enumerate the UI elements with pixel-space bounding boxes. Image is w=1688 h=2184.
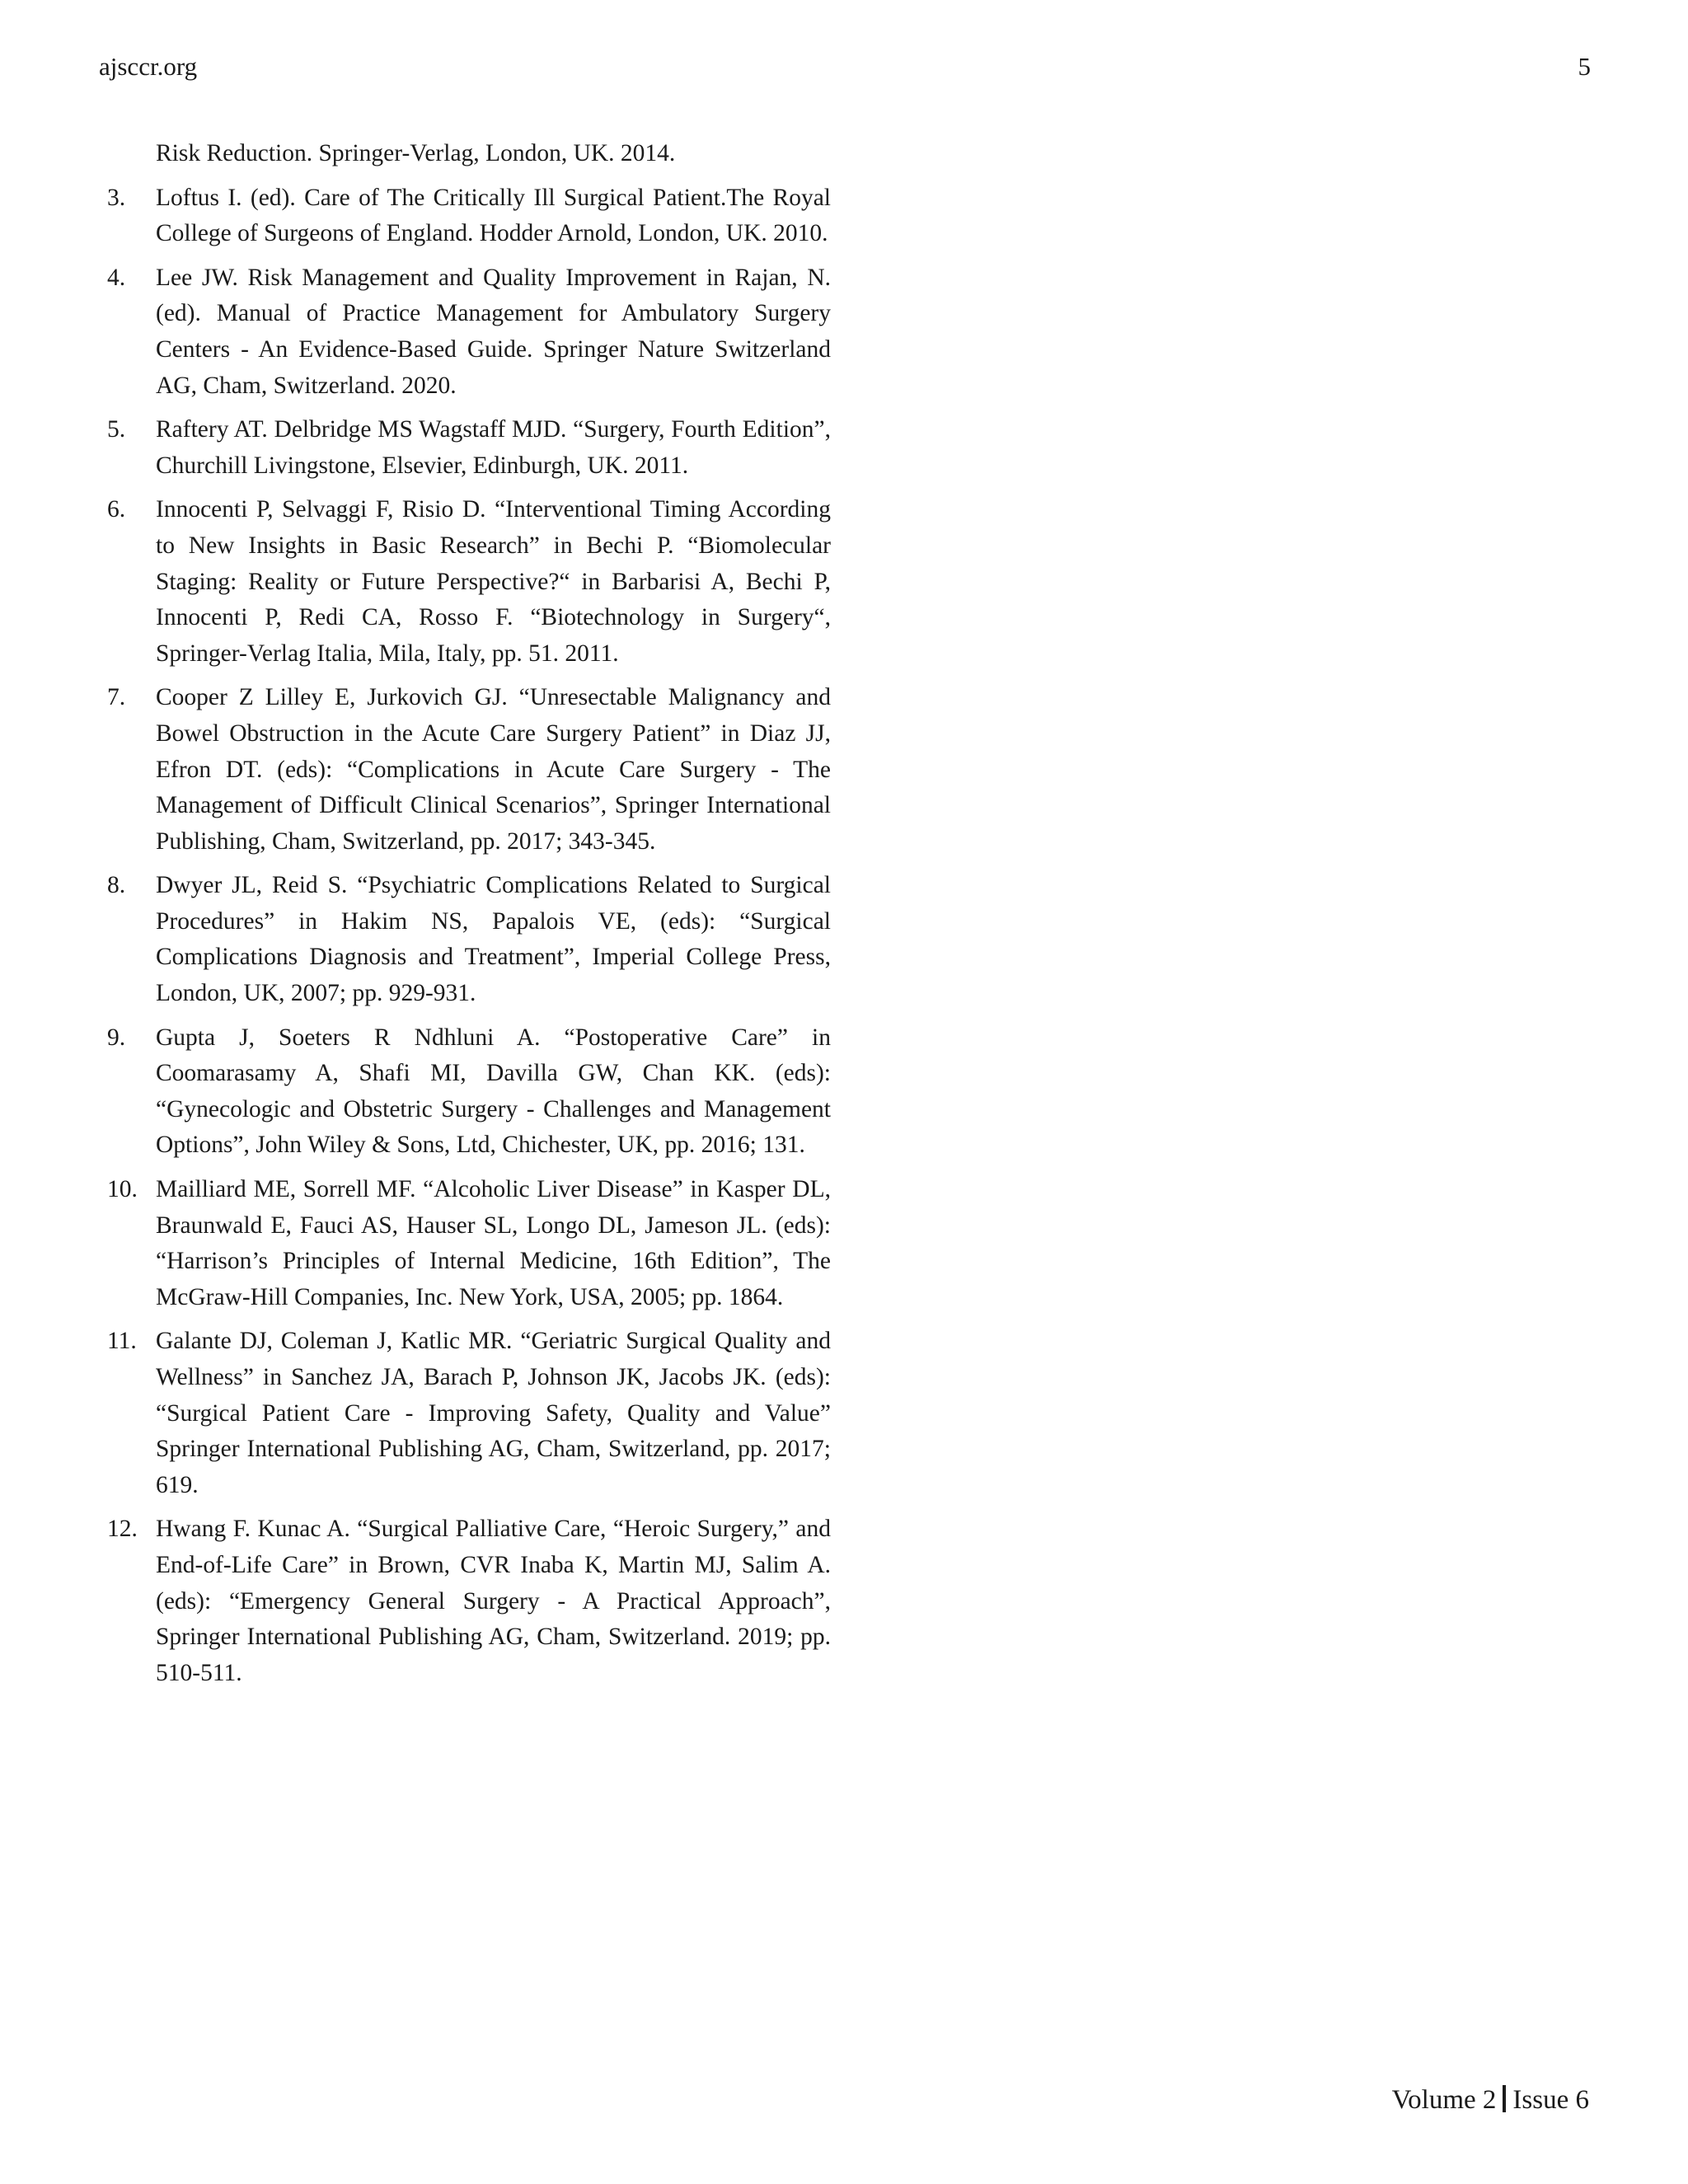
reference-number: 4. [107, 264, 126, 291]
reference-list [107, 136, 831, 1699]
reference-item [107, 1511, 831, 1691]
footer-separator [1503, 2085, 1506, 2112]
page-number: 5 [1578, 52, 1591, 81]
reference-item [107, 136, 831, 172]
volume-label: Volume 2 [1391, 2085, 1497, 2115]
reference-item [107, 260, 831, 404]
reference-item [107, 1172, 831, 1315]
reference-number: 10. [107, 1176, 138, 1203]
reference-text: Dwyer JL, Reid S. “Psychiatric Complications Related to Surgical Procedures” in Hakim NS, Papalois VE, (eds): “Surgical Complications Diagnosis and Treatment”, Imperial College Press, London, UK, 2007; pp. 929-931. [156, 872, 831, 1007]
reference-text: Loftus I. (ed). Care of The Critically Ill Surgical Patient.The Royal College of Surgeons of England. Hodder Arnold, London, UK. 2010. [156, 184, 831, 247]
reference-item [107, 868, 831, 1011]
reference-item [107, 1020, 831, 1164]
reference-text: Mailliard ME, Sorrell MF. “Alcoholic Liver Disease” in Kasper DL, Braunwald E, Fauci AS, Hauser SL, Longo DL, Jameson JL. (eds): “Harrison’s Principles of Internal Medicine, 16th Edition”, The McGraw-Hill Companies, Inc. New York, USA, 2005; pp. 1864. [156, 1176, 831, 1310]
reference-text: Innocenti P, Selvaggi F, Risio D. “Interventional Timing According to New Insights in Basic Research” in Bechi P. “Biomolecular Staging: Reality or Future Perspective?“ in Barbarisi A, Bechi P, Innocenti P, Redi CA, Rosso F. “Biotechnology in Surgery“, Springer-Verlag Italia, Mila, Italy, pp. 51. 2011. [156, 496, 831, 667]
issue-label: Issue 6 [1512, 2085, 1589, 2115]
reference-item [107, 1324, 831, 1503]
reference-number: 9. [107, 1024, 126, 1051]
reference-text: Lee JW. Risk Management and Quality Improvement in Rajan, N. (ed). Manual of Practice Management for Ambulatory Surgery Centers - An Evidence-Based Guide. Springer Nature Switzerland AG, Cham, Switzerland. 2020. [156, 264, 831, 399]
journal-site: ajsccr.org [99, 52, 198, 81]
reference-text: Galante DJ, Coleman J, Katlic MR. “Geriatric Surgical Quality and Wellness” in Sanchez JA, Barach P, Johnson JK, Jacobs JK. (eds): “Surgical Patient Care - Improving Safety, Quality and Value” Springer International Publishing AG, Cham, Switzerland, pp. 2017; 619. [156, 1328, 831, 1498]
reference-number: 3. [107, 184, 126, 211]
reference-item [107, 412, 831, 484]
reference-text: Hwang F. Kunac A. “Surgical Palliative Care, “Heroic Surgery,” and End-of-Life Care” in Brown, CVR Inaba K, Martin MJ, Salim A. (eds): “Emergency General Surgery - A Practical Approach”, Springer International Publishing AG, Cham, Switzerland. 2019; pp. 510-511. [156, 1516, 831, 1686]
reference-item [107, 492, 831, 672]
reference-number: 6. [107, 496, 126, 523]
reference-item [107, 680, 831, 860]
reference-text: Raftery AT. Delbridge MS Wagstaff MJD. “Surgery, Fourth Edition”, Churchill Livingstone, Elsevier, Edinburgh, UK. 2011. [156, 416, 831, 479]
reference-number: 12. [107, 1516, 138, 1543]
issue-footer [1392, 2083, 1589, 2116]
reference-number: 8. [107, 872, 126, 899]
reference-text: Gupta J, Soeters R Ndhluni A. “Postoperative Care” in Coomarasamy A, Shafi MI, Davilla GW, Chan KK. (eds): “Gynecologic and Obstetric Surgery - Challenges and Management Options”, John Wiley & Sons, Ltd, Chichester, UK, pp. 2016; 131. [156, 1024, 831, 1159]
reference-text: Cooper Z Lilley E, Jurkovich GJ. “Unresectable Malignancy and Bowel Obstruction in the Acute Care Surgery Patient” in Diaz JJ, Efron DT. (eds): “Complications in Acute Care Surgery - The Management of Difficult Clinical Scenarios”, Springer International Publishing, Cham, Switzerland, pp. 2017; 343-345. [156, 684, 831, 855]
reference-number: 7. [107, 684, 126, 711]
reference-number: 11. [107, 1328, 137, 1355]
reference-item [107, 180, 831, 252]
reference-number: 5. [107, 416, 126, 443]
reference-text: Risk Reduction. Springer-Verlag, London, UK. 2014. [156, 140, 676, 166]
